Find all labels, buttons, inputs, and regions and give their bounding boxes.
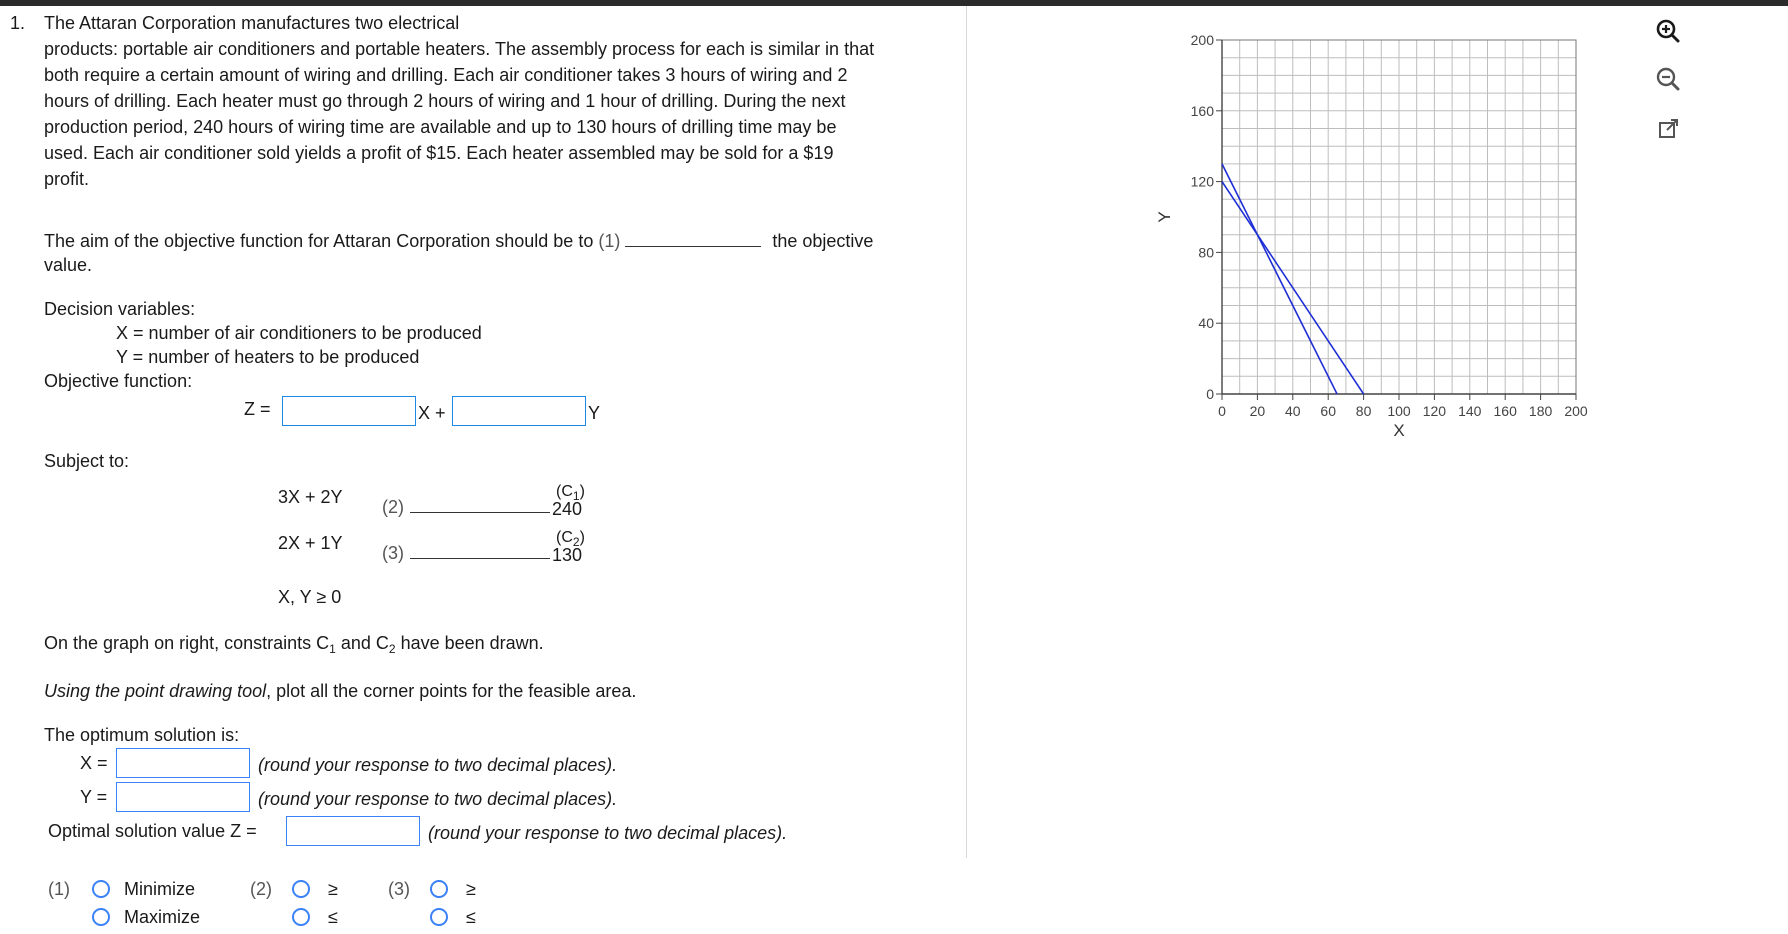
instruction-rest: , plot all the corner points for the feasible area.: [266, 681, 637, 701]
solution-x-input[interactable]: [116, 748, 250, 778]
constraint1-tag-close: ): [579, 483, 585, 500]
panel-divider: [966, 6, 967, 858]
x-tick-label: 0: [1218, 403, 1226, 419]
x-tick-label: 80: [1355, 403, 1372, 419]
x-tick-label: 160: [1493, 403, 1517, 419]
constraint1-blank-ref: (2): [382, 497, 404, 517]
x-tick-label: 200: [1564, 403, 1588, 419]
question-number: 1.: [10, 13, 26, 33]
solution-z-input[interactable]: [286, 816, 420, 846]
c2-leq-label[interactable]: ≤: [466, 907, 476, 927]
decision-heading: Decision variables:: [44, 299, 196, 319]
constraint2-sign-blank[interactable]: [410, 540, 550, 559]
aim-line2: value.: [44, 255, 93, 275]
solution-z-round-note: (round your response to two decimal places).: [428, 823, 788, 843]
grid-minor: [1222, 40, 1576, 394]
c1-geq-radio[interactable]: [292, 880, 310, 898]
aim-suffix: the objective: [772, 231, 874, 251]
constraint1-tag-sub: 1: [572, 489, 580, 503]
problem-line: used. Each air conditioner sold yields a profit of $15. Each heater assembled may be sold for a $19: [44, 143, 834, 163]
c1-leq-label[interactable]: ≤: [328, 907, 338, 927]
y-tick-label: 80: [1198, 244, 1214, 261]
z-label: Z =: [244, 399, 271, 419]
solution-x-label: X =: [80, 753, 108, 773]
subject-to-heading: Subject to:: [44, 451, 130, 471]
aim-sentence: [44, 228, 873, 254]
y-tick-label: 200: [1190, 32, 1214, 48]
maximize-radio[interactable]: [92, 908, 110, 926]
choice-group3-label: (3): [388, 879, 410, 899]
constraint1-tag: [556, 484, 585, 504]
problem-line: production period, 240 hours of wiring time are available and up to 130 hours of drilling time may be: [44, 117, 837, 137]
zoom-out-icon[interactable]: [1651, 62, 1685, 96]
x-definition: X = number of air conditioners to be produced: [116, 323, 482, 343]
x-tick-label: 40: [1285, 403, 1301, 419]
ticks: [1191, 32, 1588, 419]
problem-statement: [44, 10, 964, 192]
solution-y-input[interactable]: [116, 782, 250, 812]
solution-z-label: Optimal solution value Z =: [48, 821, 257, 841]
c2-leq-radio[interactable]: [430, 908, 448, 926]
problem-line: both require a certain amount of wiring and drilling. Each air conditioner takes 3 hours of wiring and 2: [44, 65, 848, 85]
x-plus-label: X +: [418, 403, 446, 423]
graph-note-suffix: have been drawn.: [395, 633, 544, 653]
y-tick-label: 0: [1206, 386, 1214, 402]
solution-y-label: Y =: [80, 787, 108, 807]
c1-leq-radio[interactable]: [292, 908, 310, 926]
constraint2-tag-open: (C: [556, 529, 573, 546]
graph-note: [44, 630, 544, 662]
constraint2-rhs: 130: [552, 545, 583, 565]
maximize-label[interactable]: Maximize: [124, 907, 201, 927]
constraint2-blank-ref: (3): [382, 543, 404, 563]
y-axis-label: Y: [1155, 211, 1174, 223]
x-tick-label: 100: [1387, 403, 1411, 419]
zoom-in-icon[interactable]: [1651, 14, 1685, 48]
x-tick-label: 60: [1320, 403, 1336, 419]
y-var-label: Y: [588, 403, 601, 423]
y-definition: Y = number of heaters to be produced: [116, 347, 420, 367]
y-tick-label: 160: [1190, 102, 1214, 119]
instruction: [44, 678, 636, 704]
aim-answer-blank[interactable]: [625, 246, 761, 247]
popout-icon[interactable]: [1651, 112, 1685, 146]
instruction-italic: Using the point drawing tool: [44, 681, 267, 701]
minimize-label[interactable]: Minimize: [124, 879, 196, 899]
constraint1-rhs: 240: [552, 499, 583, 519]
problem-line: products: portable air conditioners and portable heaters. The assembly process for each is similar in that: [44, 39, 875, 59]
objective-heading: Objective function:: [44, 371, 193, 391]
choice-group2-label: (2): [250, 879, 272, 899]
x-tick-label: 140: [1458, 403, 1482, 419]
constraint2-tag-close: ): [579, 529, 585, 546]
x-coefficient-input[interactable]: [282, 396, 416, 426]
constraint1-tag-open: (C: [556, 483, 573, 500]
constraint2-tag: [556, 530, 585, 550]
x-axis-label: X: [1393, 421, 1405, 440]
solution-heading: The optimum solution is:: [44, 725, 240, 745]
c2-geq-radio[interactable]: [430, 880, 448, 898]
x-tick-label: 120: [1422, 403, 1447, 419]
problem-line: hours of drilling. Each heater must go through 2 hours of wiring and 1 hour of drilling. During the next: [44, 91, 846, 111]
graph-note-prefix: On the graph on right, constraints C: [44, 633, 330, 653]
constraint1-sign-blank[interactable]: [410, 494, 550, 513]
choice-group1-label: (1): [48, 879, 70, 899]
constraint2-tag-sub: 2: [572, 535, 580, 549]
constraint2-lhs: 2X + 1Y: [278, 533, 343, 553]
solution-x-round-note: (round your response to two decimal places).: [258, 755, 618, 775]
y-coefficient-input[interactable]: [452, 396, 586, 426]
y-tick-label: 40: [1198, 315, 1214, 332]
minimize-radio[interactable]: [92, 880, 110, 898]
graph-note-mid: and C: [335, 633, 389, 653]
aim-prefix: The aim of the objective function for Attaran Corporation should be to: [44, 231, 594, 251]
x-tick-label: 20: [1249, 403, 1266, 419]
y-tick-label: 120: [1190, 173, 1214, 190]
x-tick-label: 180: [1528, 403, 1553, 419]
aim-blank-ref: (1): [598, 231, 621, 251]
solution-y-round-note: (round your response to two decimal places).: [258, 789, 618, 809]
top-bar: [0, 0, 1788, 6]
problem-line: The Attaran Corporation manufactures two electrical: [44, 13, 460, 33]
nonnegativity: X, Y ≥ 0: [278, 587, 342, 607]
constraint-graph[interactable]: [1150, 20, 1670, 500]
c2-geq-label[interactable]: ≥: [466, 879, 476, 899]
constraint1-lhs: 3X + 2Y: [278, 487, 343, 507]
c1-geq-label[interactable]: ≥: [328, 879, 338, 899]
problem-line: profit.: [44, 169, 90, 189]
graph-note-sub2: 2: [388, 642, 396, 656]
graph-note-sub1: 1: [329, 642, 336, 656]
